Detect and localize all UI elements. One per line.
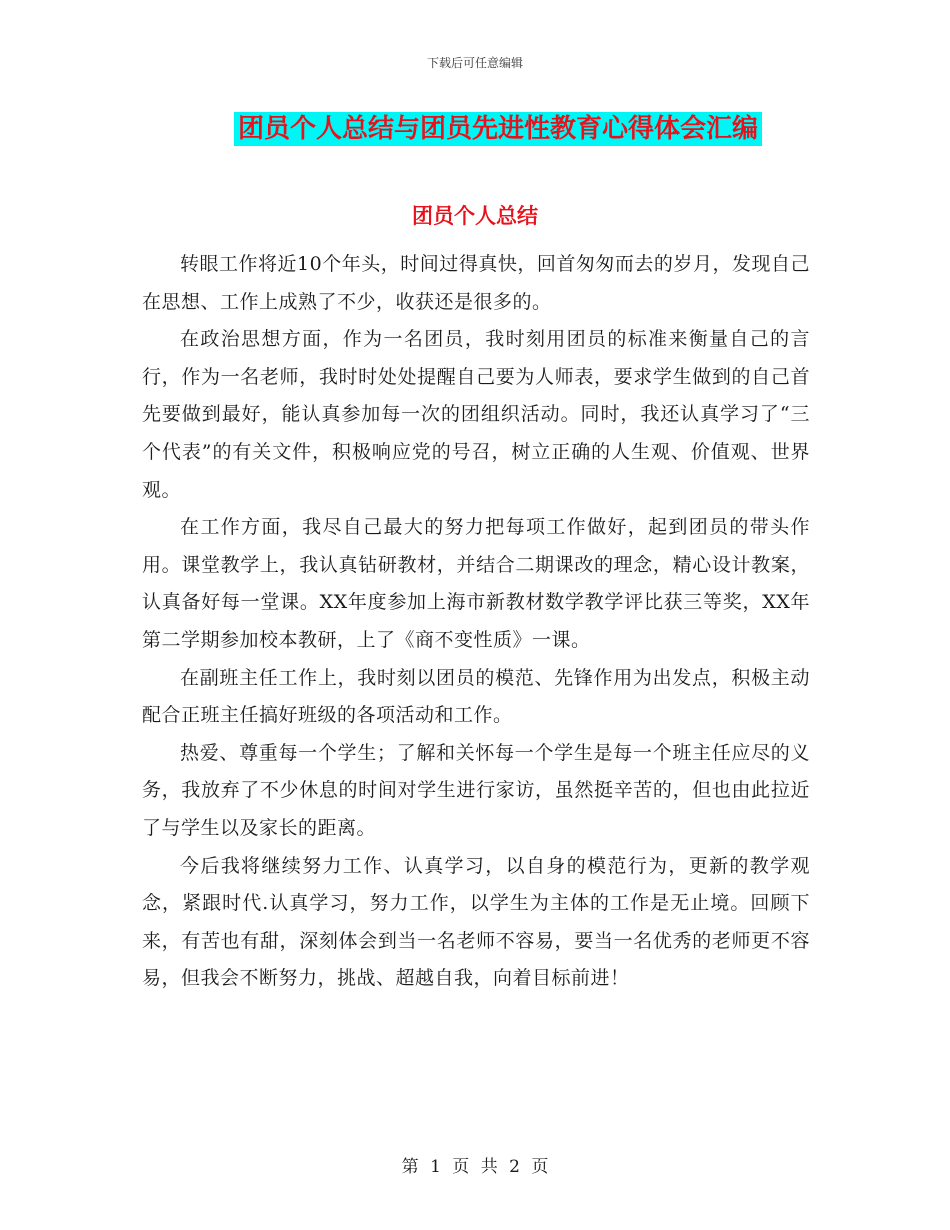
- main-title: 团员个人总结与团员先进性教育心得体会汇编: [234, 112, 762, 146]
- header-note: 下载后可任意编辑: [426, 56, 523, 70]
- section-title: 团员个人总结: [412, 204, 538, 228]
- paragraph: 热爱、尊重每一个学生；了解和关怀每一个学生是每一个班主任应尽的义务，我放弃了不少休息的时间对学生进行家访，虽然挺辛苦的，但也由此拉近了与学生以及家长的距离。: [142, 741, 810, 839]
- paragraph: 今后我将继续努力工作、认真学习，以自身的模范行为，更新的教学观念，紧跟时代.认真学习，努力工作，以学生为主体的工作是无止境。回顾下来，有苦也有甜，深刻体会到当一名老师不容易，要当一名优秀的老师更不容易，但我会不断努力，挑战、超越自我，向着目标前进！: [142, 854, 810, 990]
- main-title-container: [0, 112, 950, 146]
- paragraph: 在副班主任工作上，我时刻以团员的模范、先锋作用为出发点，积极主动配合正班主任搞好班级的各项活动和工作。: [142, 666, 810, 727]
- paragraph: 在工作方面，我尽自己最大的努力把每项工作做好，起到团员的带头作用。课堂教学上，我认真钻研教材，并结合二期课改的理念，精心设计教案，认真备好每一堂课。XX年度参加上海市新教材数学教学评比获三等奖，XX年第二学期参加校本教研，上了《商不变性质》一课。: [142, 516, 810, 651]
- page-footer: 第 1 页 共 2 页: [401, 1157, 549, 1177]
- document-body: [142, 246, 810, 998]
- paragraph: 在政治思想方面，作为一名团员，我时刻用团员的标准来衡量自己的言行，作为一名老师，我时时处处提醒自己要为人师表，要求学生做到的自己首先要做到最好，能认真参加每一次的团组织活动。同时，我还认真学习了“三个代表”的有关文件，积极响应党的号召，树立正确的人生观、价值观、世界观。: [142, 328, 810, 501]
- paragraph: 转眼工作将近10个年头，时间过得真快，回首匆匆而去的岁月，发现自己在思想、工作上成熟了不少，收获还是很多的。: [142, 253, 810, 313]
